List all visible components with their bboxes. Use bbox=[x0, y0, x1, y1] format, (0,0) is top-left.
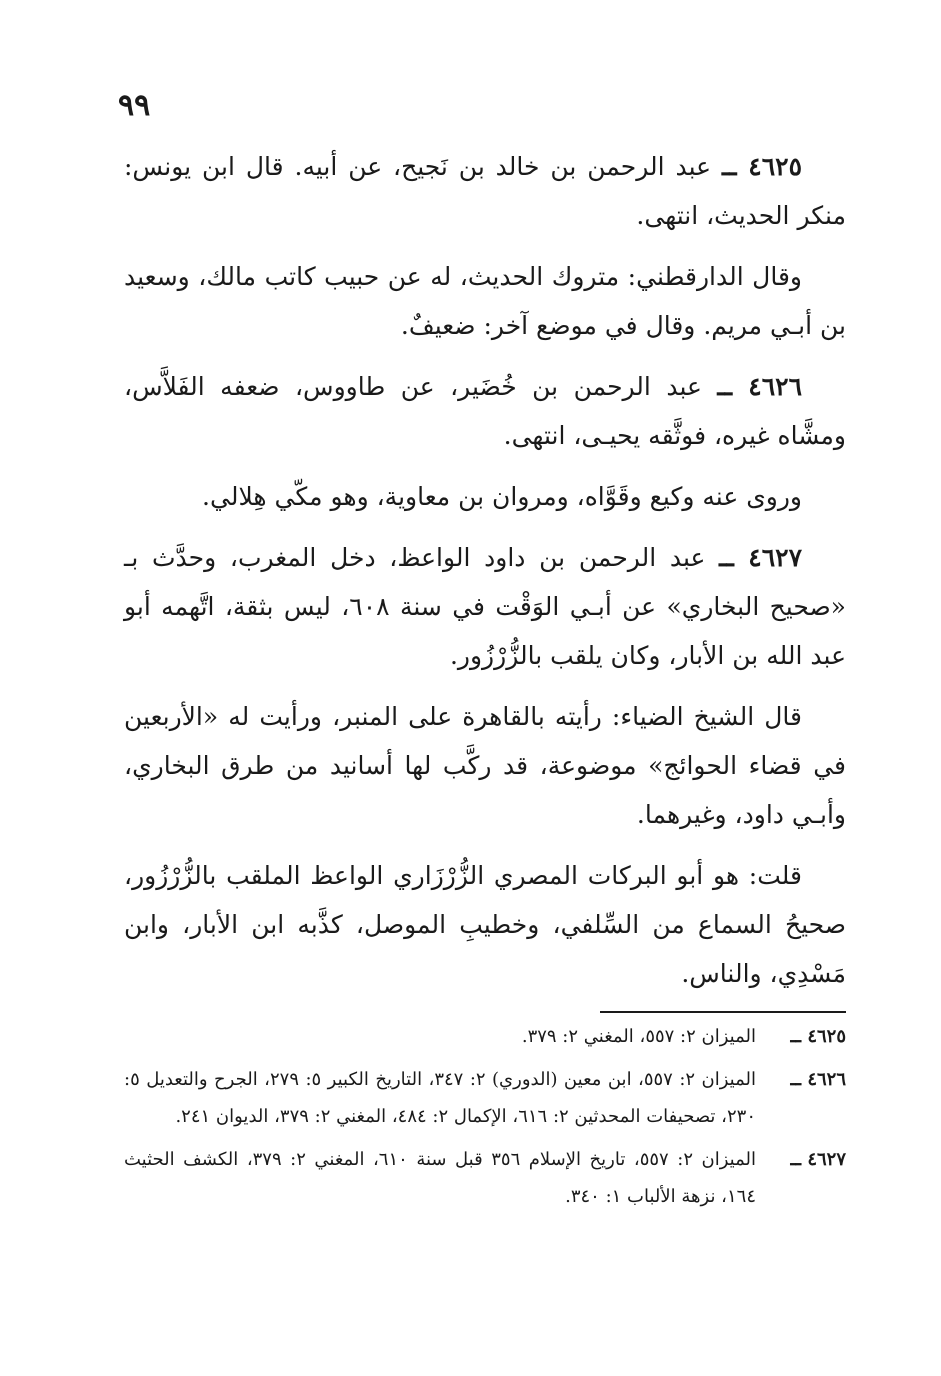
paragraph-entry-4625 bbox=[124, 142, 846, 240]
entry-number: ٤٦٢٥ ــ bbox=[721, 152, 802, 181]
footnote-4625 bbox=[124, 1018, 846, 1055]
footnote-text: الميزان ٢: ٥٥٧، ابن معين (الدوري) ٢: ٣٤٧، التاريخ الكبير ٥: ٢٧٩، الجرح والتعديل ٥: ٢٣٠، تصحيفات المحدثين ٢: ٦١٦، الإكمال ٢: ٤٨٤، المغني ٢: ٣٧٩، الديوان ٢٤١. bbox=[124, 1069, 756, 1127]
paragraph-entry-4626 bbox=[124, 362, 846, 460]
footnotes bbox=[124, 1018, 846, 1221]
entry-number: ٤٦٢٧ ــ bbox=[719, 543, 803, 572]
footnote-4626 bbox=[124, 1061, 846, 1135]
footnote-4627 bbox=[124, 1141, 846, 1215]
footnote-number: ٤٦٢٥ ــ bbox=[790, 1026, 846, 1047]
paragraph bbox=[124, 252, 846, 350]
paragraph-text: عبد الرحمن بن خُضَير، عن طاووس، ضعفه الفَلاَّس، ومشَّاه غيره، فوثَّقه يحيـى، انتهى. bbox=[124, 372, 846, 450]
paragraph-text: عبد الرحمن بن خالد بن نَجيح، عن أبيه. قال ابن يونس: منكر الحديث، انتهى. bbox=[124, 152, 846, 230]
paragraph-text: وقال الدارقطني: متروك الحديث، له عن حبيب كاتب مالك، وسعيد بن أبـي مريم. وقال في موضع آخر: ضعيفٌ. bbox=[124, 262, 846, 340]
paragraph-entry-4627 bbox=[124, 533, 846, 680]
footnote-text: الميزان ٢: ٥٥٧، المغني ٢: ٣٧٩. bbox=[521, 1026, 756, 1047]
footnote-text: الميزان ٢: ٥٥٧، تاريخ الإسلام ٣٥٦ قبل سنة ٦١٠، المغني ٢: ٣٧٩، الكشف الحثيث ١٦٤، نزهة الألباب ١: ٣٤٠. bbox=[124, 1149, 756, 1207]
paragraph bbox=[124, 851, 846, 998]
page-number: ٩٩ bbox=[118, 88, 151, 123]
footnote-number: ٤٦٢٧ ــ bbox=[790, 1149, 846, 1170]
paragraph-text: قلت: هو أبو البركات المصري الزُّرْزَاري الواعظ الملقب بالزُّرْزُور، صحيحُ السماع من السِّلفي، وخطيبِ الموصل، كذَّبه ابن الأبار، وابن مَسْدِي، والناس. bbox=[124, 861, 846, 988]
paragraph bbox=[124, 472, 846, 521]
paragraph-text: وروى عنه وكيع وقَوَّاه، ومروان بن معاوية، وهو مكّي هِلالي. bbox=[202, 482, 802, 511]
footnote-divider bbox=[600, 1011, 846, 1013]
entry-number: ٤٦٢٦ ــ bbox=[717, 372, 802, 401]
paragraph-text: قال الشيخ الضياء: رأيته بالقاهرة على المنبر، ورأيت له «الأربعين في قضاء الحوائج» موضوعة، قد ركَّب لها أسانيد من طرق البخاري، وأبـي داود، وغيرهما. bbox=[124, 702, 846, 829]
paragraph bbox=[124, 692, 846, 839]
paragraph-text: عبد الرحمن بن داود الواعظ، دخل المغرب، وحدَّث بـ «صحيح البخاري» عن أبـي الوَقْت في سنة ٦٠٨، ليس بثقة، اتَّهمه أبو عبد الله بن الأبار، وكان يلقب بالزُّرْزُور. bbox=[124, 543, 846, 670]
main-text bbox=[124, 142, 846, 1010]
footnote-number: ٤٦٢٦ ــ bbox=[790, 1069, 846, 1090]
